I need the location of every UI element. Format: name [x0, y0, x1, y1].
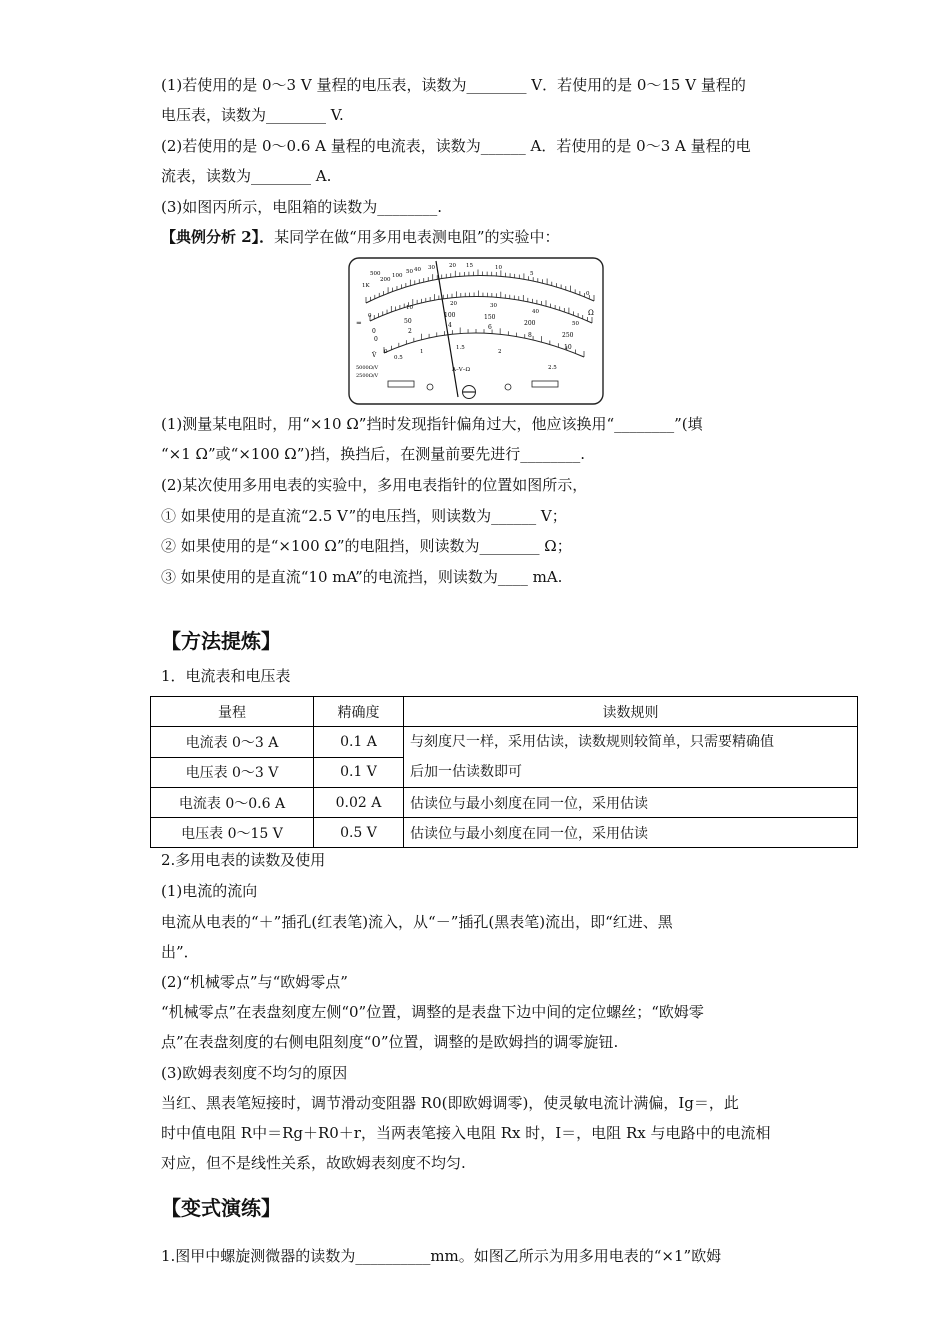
example-2-line-4: ① 如果使用的是直流“2.5 V”的电压挡，则读数为______ V；	[161, 507, 567, 525]
dc10-label-2: 2	[408, 328, 412, 335]
example-2-line-1: (1)测量某电阻时，用“×10 Ω”挡时发现指针偏角过大，他应该换用“________”(填	[161, 415, 703, 433]
ac-label-1.5: 1.5	[456, 345, 465, 351]
dc50-label-40: 40	[532, 309, 539, 315]
ac-label-2.5: 2.5	[548, 365, 557, 371]
table-header-row	[151, 697, 858, 727]
ac-mark: Ṽ	[372, 352, 377, 359]
cell-rule: 估读位与最小刻度在同一位，采用估读	[404, 788, 858, 818]
dc250-label-50: 50	[404, 318, 412, 325]
p3-line-2: 时中值电阻 R中＝Rg＋R0＋r，当两表笔接入电阻 Rx 时，I＝，电阻 Rx 与电路中的电流相	[161, 1124, 771, 1142]
ac-label-2: 2	[498, 349, 502, 355]
dc250-label-250: 250	[562, 332, 574, 339]
ohm-label-20: 20	[449, 263, 456, 269]
table-row	[151, 788, 858, 818]
variant-line-1: 1.图甲中螺旋测微器的读数为__________mm。如图乙所示为用多用电表的“×1”欧姆	[161, 1247, 722, 1265]
cell-rule-merged	[404, 727, 858, 788]
ohm-label-0: 0	[586, 291, 590, 297]
ohm-label-200: 200	[380, 277, 391, 283]
example-2-line-6: ③ 如果使用的是直流“10 mA”的电流挡，则读数为____ mA.	[161, 568, 563, 586]
header-precision: 精确度	[314, 697, 404, 727]
center-label: A–V–Ω	[452, 367, 471, 373]
merged-rule-line-2: 后加一估读数即可	[410, 764, 522, 780]
method-subheading-1: 1．电流表和电压表	[161, 667, 291, 685]
ohm-label-30: 30	[428, 265, 435, 271]
dc250-label-150: 150	[484, 314, 496, 321]
reading-rules-table	[150, 696, 858, 848]
p1-line-2: 出”．	[161, 943, 199, 961]
ohm-label-40: 40	[414, 267, 421, 273]
ohm-symbol: Ω	[588, 309, 594, 317]
dc50-label-50: 50	[572, 321, 579, 327]
q1-line-5: (3)如图丙所示，电阻箱的读数为________.	[161, 198, 443, 216]
p2-title: (2)“机械零点”与“欧姆零点”	[161, 973, 348, 991]
table-row	[151, 727, 858, 758]
dc50-label-30: 30	[490, 303, 497, 309]
p3-line-1: 当红、黑表笔短接时，调节滑动变阻器 R0(即欧姆调零)，使灵敏电流计满偏，Ig＝，此	[161, 1094, 739, 1112]
dc50-label-10: 10	[406, 305, 413, 311]
dc50-label-0: 0	[368, 313, 372, 319]
ohm-label-50: 50	[406, 269, 413, 275]
ohm-label-5: 5	[530, 271, 534, 277]
ohm-label-100: 100	[392, 273, 403, 279]
example-2-intro: 某同学在做“用多用电表测电阻”的实验中：	[274, 228, 560, 246]
cell-precision: 0.5 V	[314, 818, 404, 848]
dc-mark: ≂	[356, 319, 362, 327]
ac-label-0: 0	[384, 349, 388, 355]
cell-range: 电压表 0～3 V	[151, 757, 314, 788]
p2-line-1: “机械零点”在表盘刻度左侧“0”位置，调整的是表盘下边中间的定位螺丝；“欧姆零	[161, 1003, 704, 1021]
cell-range: 电流表 0～0.6 A	[151, 788, 314, 818]
p1-line-1: 电流从电表的“＋”插孔(红表笔)流入，从“－”插孔(黑表笔)流出，即“红进、黑	[161, 913, 673, 931]
p3-title: (3)欧姆表刻度不均匀的原因	[161, 1064, 348, 1082]
ohm-label-500: 500	[370, 271, 381, 277]
header-range: 量程	[151, 697, 314, 727]
sensitivity-2: 2500Ω/V	[356, 373, 379, 379]
dc10-label-6: 6	[488, 324, 492, 331]
dc10-label-8: 8	[528, 332, 532, 339]
q1-line-4: 流表，读数为________ A.	[161, 167, 332, 185]
cell-precision: 0.02 A	[314, 788, 404, 818]
variant-heading: 【变式演练】	[161, 1196, 281, 1220]
cell-rule: 估读位与最小刻度在同一位，采用估读	[404, 818, 858, 848]
dc10-label-10: 10	[564, 344, 572, 351]
cell-precision: 0.1 A	[314, 727, 404, 758]
sensitivity-1: 5000Ω/V	[356, 365, 379, 371]
example-2-line-3: (2)某次使用多用电表的实验中，多用电表指针的位置如图所示，	[161, 476, 588, 494]
dc250-label-200: 200	[524, 320, 536, 327]
p3-line-3: 对应，但不是线性关系，故欧姆表刻度不均匀.	[161, 1154, 466, 1172]
dc10-label-4: 4	[448, 322, 452, 329]
dc250-label-0: 0	[372, 328, 376, 335]
dc10-label-0: 0	[374, 336, 378, 343]
example-2-line-5: ② 如果使用的是“×100 Ω”的电阻挡，则读数为________ Ω；	[161, 537, 572, 555]
multimeter-dial-figure	[348, 257, 604, 405]
example-2-heading	[161, 227, 560, 247]
cell-range: 电流表 0～3 A	[151, 727, 314, 758]
ac-label-0.5: 0.5	[394, 355, 403, 361]
ohm-label-15: 15	[466, 263, 473, 269]
ac-label-1: 1	[420, 349, 424, 355]
q1-line-1: (1)若使用的是 0～3 V 量程的电压表，读数为________ V．若使用的是 0～15 V 量程的	[161, 76, 746, 94]
q1-line-3: (2)若使用的是 0～0.6 A 量程的电流表，读数为______ A．若使用的是 0～3 A 量程的电	[161, 137, 751, 155]
ohm-label-10: 10	[495, 265, 502, 271]
cell-range: 电压表 0～15 V	[151, 818, 314, 848]
method-heading: 【方法提炼】	[161, 629, 281, 653]
ohm-label-1k: 1K	[362, 283, 370, 289]
p1-title: (1)电流的流向	[161, 882, 258, 900]
table-row	[151, 818, 858, 848]
example-2-line-2: “×1 Ω”或“×100 Ω”)挡，换挡后，在测量前要先进行________.	[161, 445, 586, 463]
p2-line-2: 点”在表盘刻度的右侧电阻刻度“0”位置，调整的是欧姆挡的调零旋钮.	[161, 1033, 619, 1051]
header-rule: 读数规则	[404, 697, 858, 727]
dc50-label-20: 20	[450, 301, 457, 307]
cell-precision: 0.1 V	[314, 757, 404, 788]
dc250-label-100: 100	[444, 312, 456, 319]
example-2-title: 【典例分析 2】．	[161, 228, 275, 246]
method-subheading-2: 2.多用电表的读数及使用	[161, 851, 326, 869]
merged-rule-line-1: 与刻度尺一样，采用估读，读数规则较简单，只需要精确值	[410, 734, 774, 750]
q1-line-2: 电压表，读数为________ V.	[161, 106, 344, 124]
